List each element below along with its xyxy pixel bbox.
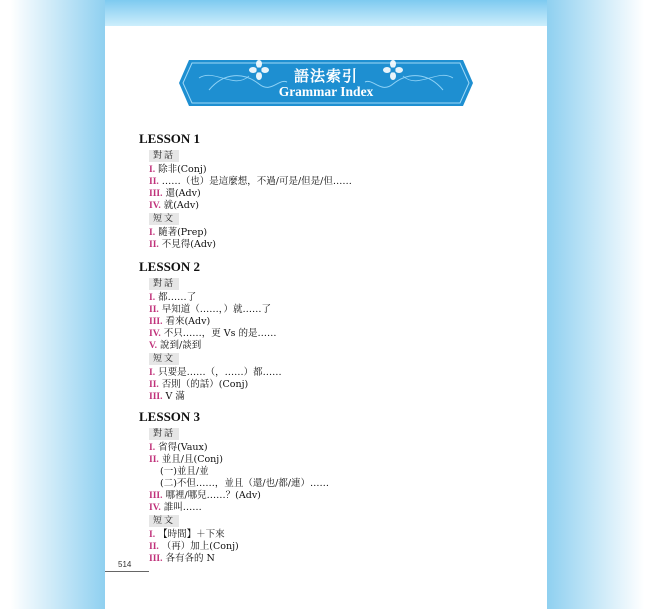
item-number: IV. bbox=[149, 503, 161, 513]
grammar-item bbox=[149, 200, 199, 212]
banner-title-zh: 語法索引 bbox=[293, 67, 358, 85]
lesson-heading: LESSON 1 bbox=[139, 131, 201, 146]
item-text: 【時間】＋下來 bbox=[158, 529, 225, 540]
grammar-item bbox=[149, 541, 239, 553]
item-text: 早知道（……，）就……了 bbox=[161, 304, 272, 315]
item-text: (一)並且/並 bbox=[160, 466, 209, 477]
item-number: III. bbox=[149, 392, 163, 402]
section-tag: 對話 bbox=[149, 428, 179, 440]
item-number: V. bbox=[149, 341, 158, 351]
section-tag: 對話 bbox=[149, 150, 179, 162]
item-text: 說到/談到 bbox=[160, 340, 202, 351]
item-text: 否則（的話）(Conj) bbox=[161, 379, 249, 390]
item-number: II. bbox=[149, 542, 159, 552]
grammar-item bbox=[149, 553, 215, 565]
document-page bbox=[105, 0, 547, 609]
lesson-heading: LESSON 3 bbox=[139, 409, 201, 424]
item-number: I. bbox=[149, 443, 156, 453]
item-text: 都……了 bbox=[158, 292, 197, 303]
item-text: 就(Adv) bbox=[163, 200, 199, 211]
item-text: 還(Adv) bbox=[165, 188, 201, 199]
page-top-band bbox=[105, 0, 547, 26]
right-margin-gradient bbox=[547, 0, 655, 609]
left-margin-gradient bbox=[0, 0, 105, 609]
item-number: III. bbox=[149, 189, 163, 199]
grammar-item bbox=[149, 328, 277, 340]
banner-title-en: Grammar Index bbox=[278, 84, 374, 99]
item-number: I. bbox=[149, 368, 156, 378]
section-tag: 對話 bbox=[149, 278, 179, 290]
grammar-item bbox=[149, 502, 202, 514]
grammar-item bbox=[149, 340, 201, 352]
item-number: III. bbox=[149, 554, 163, 564]
section-tag: 短文 bbox=[149, 353, 179, 365]
item-text: 隨著(Prep) bbox=[158, 227, 208, 238]
item-number: I. bbox=[149, 165, 156, 175]
item-text: 哪裡/哪兒……？(Adv) bbox=[165, 490, 261, 501]
grammar-item bbox=[149, 454, 223, 466]
page-number-rule bbox=[105, 571, 149, 572]
item-number: I. bbox=[149, 530, 156, 540]
item-text: 除非(Conj) bbox=[158, 164, 207, 175]
grammar-item bbox=[149, 239, 216, 251]
item-number: IV. bbox=[149, 329, 161, 339]
item-number: II. bbox=[149, 240, 159, 250]
section-tag: 短文 bbox=[149, 213, 179, 225]
grammar-item bbox=[149, 367, 282, 379]
grammar-item bbox=[157, 478, 329, 490]
section-tag: 短文 bbox=[149, 515, 179, 527]
item-text: 只要是……（，……）都…… bbox=[158, 367, 282, 378]
grammar-item bbox=[149, 391, 185, 403]
item-text: 誰叫…… bbox=[163, 502, 202, 513]
item-text: (二)不但……，並且（還/也/都/連）…… bbox=[160, 478, 330, 489]
title-banner bbox=[179, 60, 473, 106]
item-text: 看來(Adv) bbox=[165, 316, 211, 327]
item-text: V 滿 bbox=[165, 391, 185, 402]
item-number: III. bbox=[149, 317, 163, 327]
item-number: IV. bbox=[149, 201, 161, 211]
item-number: II. bbox=[149, 177, 159, 187]
grammar-item bbox=[149, 316, 210, 328]
grammar-item bbox=[149, 176, 352, 188]
item-text: 不只……，更 Vs 的是…… bbox=[163, 328, 277, 339]
grammar-item bbox=[149, 442, 208, 454]
item-text: 不見得(Adv) bbox=[161, 239, 217, 250]
grammar-item bbox=[149, 529, 225, 541]
lesson-heading: LESSON 2 bbox=[139, 259, 201, 274]
grammar-item bbox=[149, 292, 196, 304]
item-number: II. bbox=[149, 305, 159, 315]
item-text: 省得(Vaux) bbox=[158, 442, 208, 453]
item-text: （再）加上(Conj) bbox=[161, 541, 239, 552]
grammar-item bbox=[149, 188, 201, 200]
item-number: II. bbox=[149, 380, 159, 390]
grammar-item bbox=[157, 466, 209, 478]
item-number: I. bbox=[149, 293, 156, 303]
grammar-item bbox=[149, 379, 248, 391]
item-number: II. bbox=[149, 455, 159, 465]
grammar-item bbox=[149, 227, 207, 239]
grammar-item bbox=[149, 304, 271, 316]
item-number: III. bbox=[149, 491, 163, 501]
item-text: 各有各的 N bbox=[165, 553, 215, 564]
grammar-item bbox=[149, 490, 261, 502]
grammar-item bbox=[149, 164, 207, 176]
item-text: 並且/且(Conj) bbox=[161, 454, 223, 465]
page-number: 514 bbox=[118, 560, 132, 569]
item-number: I. bbox=[149, 228, 156, 238]
item-text: ……（也）是這麼想，不過/可是/但是/但…… bbox=[161, 176, 352, 187]
